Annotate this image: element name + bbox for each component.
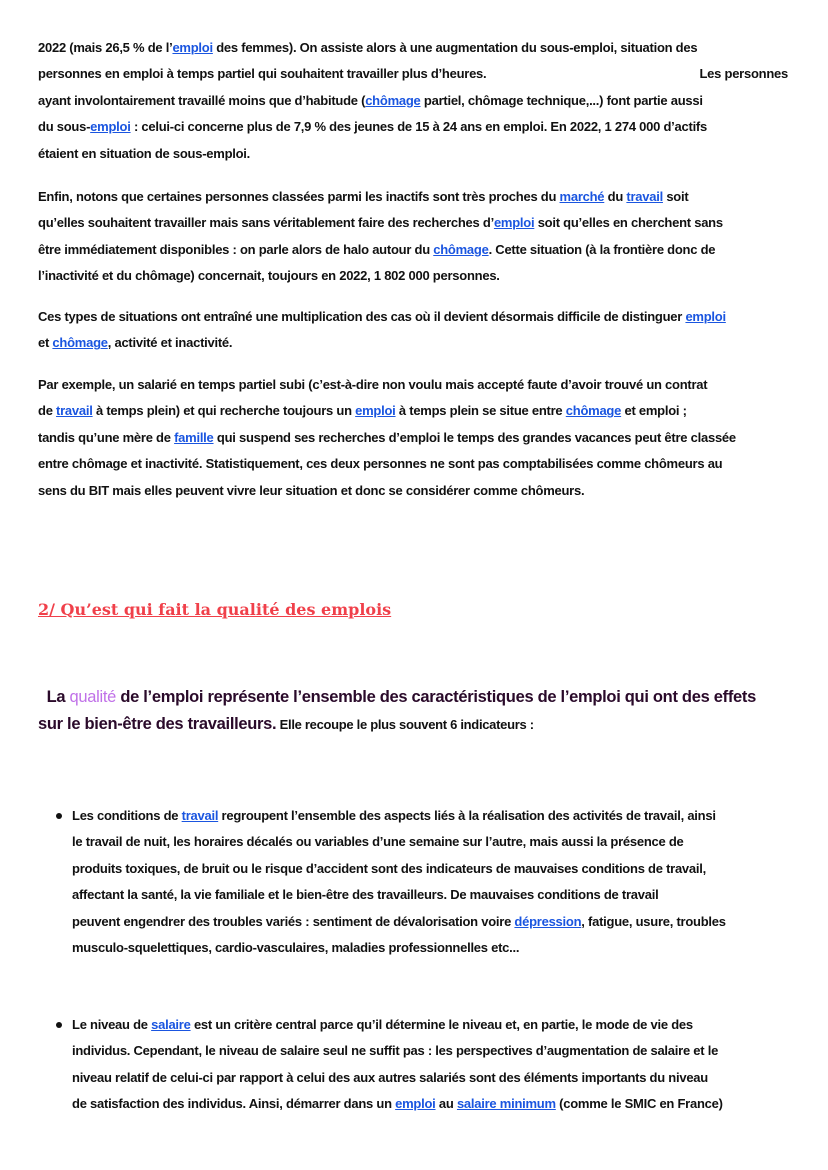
text-line — [38, 304, 788, 330]
highlighted-term: qualité — [69, 688, 117, 706]
link-emploi[interactable]: emploi — [395, 1096, 436, 1112]
text-line — [38, 330, 788, 356]
text-line — [38, 684, 788, 711]
text-line — [72, 1065, 822, 1091]
bullet-icon — [56, 1022, 62, 1028]
text-segment: et — [38, 335, 53, 351]
bullet-conditions-travail — [72, 803, 822, 961]
text-segment: niveau relatif de celui-ci par rapport à celui des aux autres salariés sont des éléments importants du niveau — [72, 1069, 708, 1085]
text-segment: est un critère central parce qu’il détermine le niveau et, en partie, le mode de vie des — [190, 1017, 693, 1032]
link-chômage[interactable]: chômage — [433, 241, 489, 257]
text-line — [38, 263, 788, 289]
link-chômage[interactable]: chômage — [565, 403, 622, 419]
text-segment: ayant involontairement travaillé moins que d’habitude ( — [38, 92, 366, 108]
text-line — [72, 856, 822, 882]
text-line — [38, 425, 788, 451]
text-segment: Le niveau de — [72, 1017, 152, 1032]
text-segment: Les personnes — [699, 66, 788, 82]
link-dépression[interactable]: dépression — [514, 913, 582, 929]
text-segment: qui suspend ses recherches d’emploi le temps des grandes vacances peut être classée — [213, 429, 736, 445]
text-line — [38, 210, 788, 236]
text-segment: à temps plein se situe entre — [395, 403, 566, 419]
text-line — [72, 1012, 822, 1038]
text-segment: du sous- — [38, 119, 91, 135]
bullet-niveau-salaire — [72, 1012, 822, 1118]
text-segment: partiel, chômage technique,...) font partie aussi — [420, 92, 703, 108]
link-emploi[interactable]: emploi — [493, 215, 535, 231]
paragraph-intro-qualite — [38, 684, 788, 738]
text-segment: individus. Cependant, le niveau de salaire seul ne suffit pas : les perspectives d’augmentation de salaire et le — [72, 1043, 719, 1059]
text-segment: de — [38, 403, 57, 419]
link-travail[interactable]: travail — [181, 808, 219, 823]
text-segment: l’inactivité et du chômage) concernait, toujours en 2022, 1 802 000 personnes. — [38, 268, 500, 284]
text-line — [38, 141, 788, 167]
text-line — [38, 372, 788, 398]
text-line — [38, 61, 788, 87]
paragraph-multiplication-cas — [38, 304, 788, 357]
link-famille[interactable]: famille — [174, 429, 214, 445]
text-line — [72, 882, 822, 908]
paragraph-halo-chomage — [38, 184, 788, 290]
link-emploi[interactable]: emploi — [90, 119, 131, 135]
text-segment: Elle recoupe le plus souvent 6 indicateurs : — [276, 717, 534, 732]
text-segment: au — [435, 1096, 457, 1112]
link-emploi[interactable]: emploi — [172, 40, 213, 55]
text-segment: soit qu’elles en cherchent sans — [534, 215, 723, 231]
text-segment: , activité et inactivité. — [107, 335, 233, 351]
text-segment: produits toxiques, de bruit ou le risque d’accident sont des indicateurs de mauvaises conditions de travail, — [72, 860, 706, 876]
text-segment: le travail de nuit, les horaires décalés ou variables d’une semaine sur l’autre, mais aussi la présence de — [72, 834, 684, 850]
text-segment: : celui-ci concerne plus de 7,9 % des jeunes de 15 à 24 ans en emploi. En 2022, 1 274 000 d’actifs — [130, 119, 707, 135]
link-emploi[interactable]: emploi — [355, 403, 396, 419]
link-salaire-minimum[interactable]: salaire minimum — [456, 1096, 556, 1112]
link-travail[interactable]: travail — [56, 403, 93, 419]
text-segment: à temps plein) et qui recherche toujours un — [92, 403, 356, 419]
text-line — [72, 803, 822, 829]
link-emploi[interactable]: emploi — [685, 309, 726, 324]
bullet-icon — [56, 813, 62, 819]
section-heading: 2/ Qu’est qui fait la qualité des emplois — [38, 600, 392, 619]
text-segment: 2022 (mais 26,5 % de l’ — [38, 40, 173, 55]
text-segment: de satisfaction des individus. Ainsi, démarrer dans un — [72, 1096, 396, 1112]
text-segment: La — [38, 688, 70, 706]
link-salaire[interactable]: salaire — [151, 1017, 191, 1032]
text-segment: entre chômage et inactivité. Statistiquement, ces deux personnes ne sont pas comptabilisées comme chômeurs au — [38, 456, 723, 472]
link-travail[interactable]: travail — [626, 189, 663, 204]
text-segment: qu’elles souhaitent travailler mais sans véritablement faire des recherches d’ — [38, 215, 494, 231]
text-segment: affectant la santé, la vie familiale et le bien-être des travailleurs. De mauvaises conditions de travail — [72, 887, 659, 903]
text-segment: . Cette situation (à la frontière donc de — [488, 241, 716, 257]
text-line — [38, 237, 788, 263]
text-segment: musculo-squelettiques, cardio-vasculaires, maladies professionnelles etc... — [72, 940, 520, 956]
text-segment: , fatigue, usure, troubles — [581, 913, 726, 929]
text-segment: regroupent l’ensemble des aspects liés à la réalisation des activités de travail, ainsi — [218, 808, 716, 823]
text-line — [72, 1038, 822, 1064]
text-line — [72, 1091, 822, 1117]
paragraph-exemple — [38, 372, 788, 504]
link-chômage[interactable]: chômage — [365, 92, 421, 108]
text-segment: Ces types de situations ont entraîné une multiplication des cas où il devient désormais difficile de distinguer — [38, 309, 686, 324]
text-segment: sens du BIT mais elles peuvent vivre leur situation et donc se considérer comme chômeurs. — [38, 482, 585, 498]
text-segment: Enfin, notons que certaines personnes classées parmi les inactifs sont très proches du — [38, 189, 560, 204]
text-line — [72, 829, 822, 855]
text-line — [38, 398, 788, 424]
text-line — [38, 711, 788, 738]
text-segment: sur le bien-être des travailleurs. — [38, 715, 277, 733]
link-chômage[interactable]: chômage — [52, 335, 108, 351]
text-segment: de l’emploi représente l’ensemble des caractéristiques de l’emploi qui ont des effets — [116, 688, 756, 706]
text-segment: être immédiatement disponibles : on parle alors de halo autour du — [38, 241, 434, 257]
text-segment: et emploi ; — [621, 403, 687, 419]
text-line — [38, 35, 788, 61]
text-line — [38, 114, 788, 140]
text-segment: soit — [662, 189, 689, 204]
text-segment: peuvent engendrer des troubles variés : sentiment de dévalorisation voire — [72, 913, 515, 929]
text-segment: tandis qu’une mère de — [38, 429, 175, 445]
text-line — [38, 451, 788, 477]
text-segment: du — [604, 189, 627, 204]
link-marché[interactable]: marché — [559, 189, 605, 204]
text-line — [38, 88, 788, 114]
text-segment: des femmes). On assiste alors à une augmentation du sous-emploi, situation des — [212, 40, 698, 55]
text-segment: Par exemple, un salarié en temps partiel subi (c’est-à-dire non voulu mais accepté faute d’avoir trouvé un contrat — [38, 377, 708, 392]
paragraph-sous-emploi — [38, 35, 788, 167]
text-line — [38, 184, 788, 210]
text-line — [72, 909, 822, 935]
text-segment: personnes en emploi à temps partiel qui souhaitent travailler plus d’heures. — [38, 66, 487, 82]
text-segment: Les conditions de — [72, 808, 182, 823]
text-segment: étaient en situation de sous-emploi. — [38, 145, 251, 161]
text-line — [38, 478, 788, 504]
text-segment: (comme le SMIC en France) — [555, 1096, 723, 1112]
text-line — [72, 935, 822, 961]
